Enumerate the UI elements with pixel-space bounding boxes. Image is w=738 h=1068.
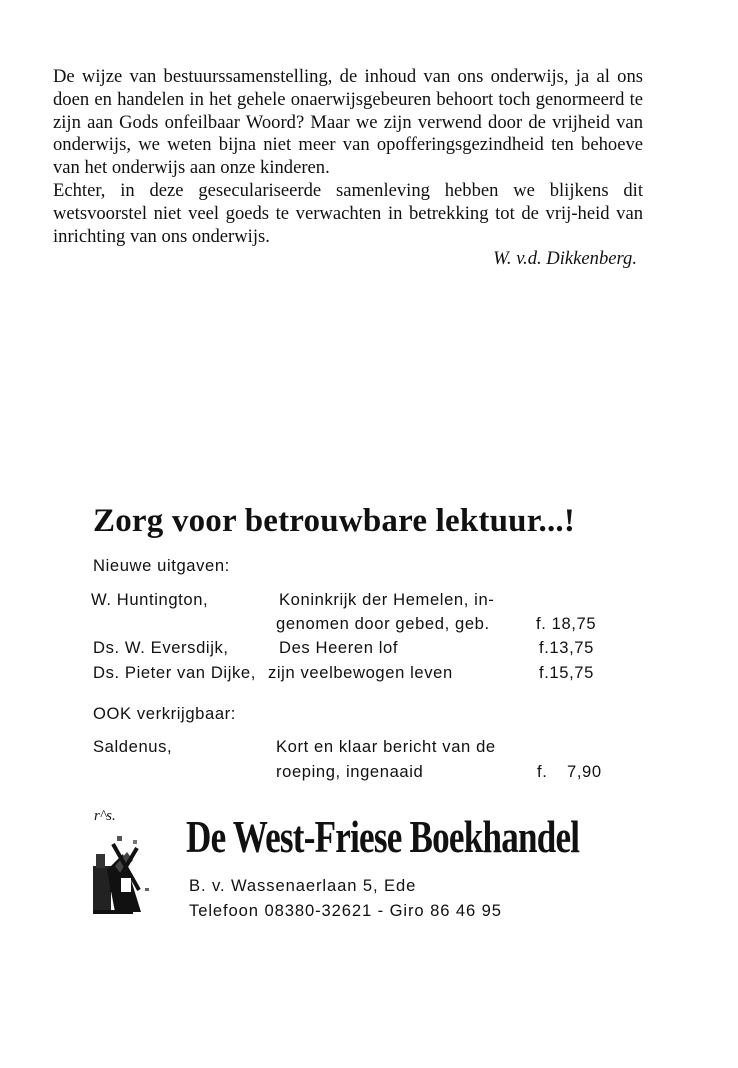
book-price: f.13,75	[539, 638, 594, 657]
shop-address: B. v. Wassenaerlaan 5, Ede	[189, 876, 417, 895]
new-releases-heading: Nieuwe uitgaven:	[93, 556, 230, 575]
book-price: 7,90	[567, 762, 602, 781]
also-available-heading: OOK verkrijgbaar:	[93, 704, 236, 723]
ad-title: Zorg voor betrouwbare lektuur...!	[93, 503, 576, 539]
book-title: Koninkrijk der Hemelen, in-	[279, 590, 495, 609]
book-price: f.15,75	[539, 663, 594, 682]
book-title-continued: genomen door gebed, geb.	[276, 614, 490, 633]
shop-name: De West-Friese Boekhandel	[186, 812, 580, 862]
logo-monogram: r^s.	[94, 808, 116, 824]
book-author: W. Huntington,	[91, 590, 209, 609]
book-title: Des Heeren lof	[279, 638, 399, 657]
book-price: f. 18,75	[536, 614, 597, 633]
book-author: Ds. W. Eversdijk,	[93, 638, 229, 657]
shop-contact: Telefoon 08380-32621 - Giro 86 46 95	[189, 901, 502, 920]
book-title: zijn veelbewogen leven	[268, 663, 453, 682]
book-author: Ds. Pieter van Dijke,	[93, 663, 256, 682]
book-author: Saldenus,	[93, 737, 173, 756]
book-title: Kort en klaar bericht van de	[276, 737, 496, 756]
article-paragraph-1: De wijze van bestuurssamenstelling, de inhoud van ons onderwijs, ja al ons doen en handelen in het gehele onaerwijsgebeuren behoort toch genormeerd te zijn aan Gods onfeilbaar Woord? Maar we zijn verwend door de vrijheid van onderwijs, we weten bijna niet meer van opofferingsgezindheid ten behoeve van het onderwijs aan onze kinderen.	[53, 66, 643, 179]
article-signature: W. v.d. Dikkenberg.	[493, 248, 637, 270]
book-price-currency: f.	[537, 762, 548, 781]
article-paragraph-2: Echter, in deze geseculariseerde samenleving hebben we blijkens dit wetsvoorstel niet veel goeds te verwachten in betrekking tot de vrij-heid van inrichting van ons onderwijs.	[53, 179, 643, 247]
book-title-continued: roeping, ingenaaid	[276, 762, 424, 781]
article-text	[53, 66, 643, 271]
windmill-logo-icon	[93, 826, 157, 918]
